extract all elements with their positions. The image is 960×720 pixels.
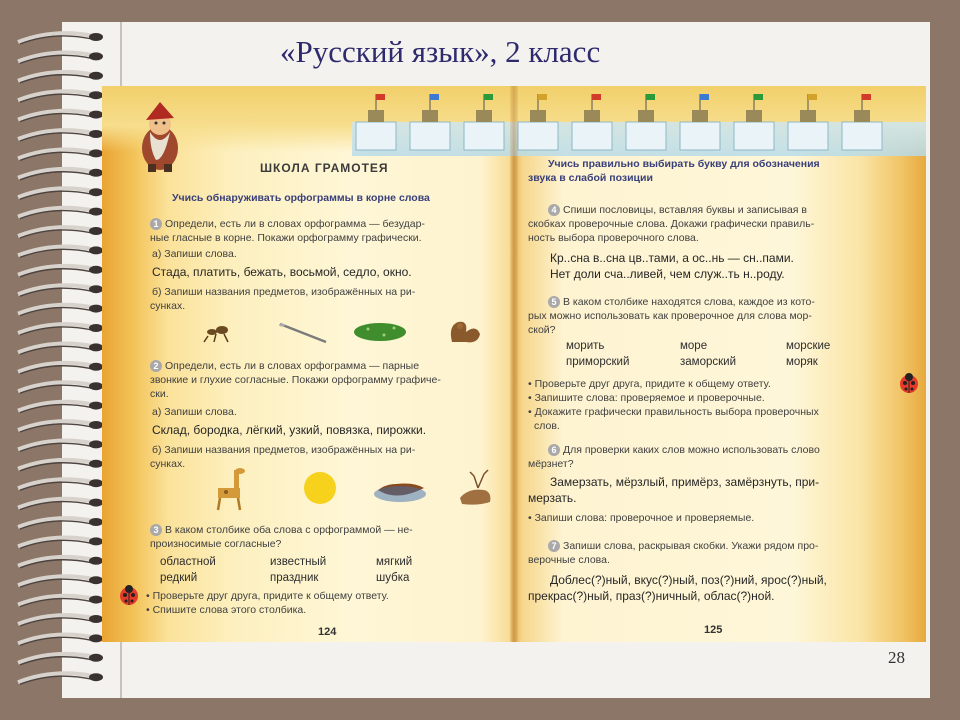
spiral-hole [89,537,103,545]
banner-card [626,122,666,150]
tower-icon [530,110,546,122]
slide-number: 28 [888,648,905,667]
task4-line3: ность выбора проверочного слова. [528,232,699,244]
flag-icon [754,94,763,100]
task3-bullet1: • Проверьте друг друга, придите к общему ответу. [146,590,389,602]
task1-words: Стада, платить, бежать, восьмой, седло, окно. [152,265,412,279]
spiral-hole [89,460,103,468]
task2-line2: звонкие и глухие согласные. Покажи орфограмму графиче- [150,374,441,386]
task5-col2-word1: море [680,340,708,352]
spiral-binding-icon [14,28,106,694]
ladybug-left-icon [118,584,140,606]
spiral-hole [89,188,103,196]
banner-card [680,122,720,150]
task3-col1-word1: областной [160,556,216,568]
flag-icon [700,94,709,100]
task3-col3-word1: мягкий [376,556,413,568]
task6-line1: 6 Для проверки каких слов можно использовать слово [548,444,820,457]
task7-words2: прекрас(?)ный, праз(?)ничный, облас(?)ной. [528,589,775,603]
task4-proverb1: Кр..сна в..сна цв..тами, а ос..нь — сн..пами. [550,251,794,265]
sun-icon [304,472,336,504]
task2-line1: 2 Определи, есть ли в словах орфограмма — парные [150,360,419,373]
task2-pictures-icon [200,468,500,512]
section-heading: ШКОЛА ГРАМОТЕЯ [260,161,389,175]
tower-icon [692,110,708,122]
task-number-badge: 3 [150,524,162,536]
banner-card [572,122,612,150]
task5-col1-word2: приморский [566,356,630,368]
task2-line3: ски. [150,388,169,400]
tower-icon [368,110,384,122]
spiral-hole [89,382,103,390]
task3-col2-word1: известный [270,556,327,568]
task5-line2: рых можно использовать как проверочное для слова мор- [528,310,812,322]
task7-line1: 7 Запиши слова, раскрывая скобки. Укажи рядом про- [548,540,818,553]
task3-col1-word2: редкий [160,572,198,584]
spiral-hole [89,479,103,487]
tower-icon [476,110,492,122]
right-subheading-line2: звука в слабой позиции [528,172,653,184]
task5-col1-word1: морить [566,340,605,352]
spiral-hole [89,634,103,642]
spiral-hole [89,324,103,332]
spiral-hole [89,285,103,293]
castle-banners-icon [350,88,926,158]
right-subheading-line1: Учись правильно выбирать букву для обозначения [548,158,820,170]
right-page-number: 125 [704,624,723,636]
spiral-hole [89,499,103,507]
spiral-hole [89,615,103,623]
task5-bullet3: • Докажите графически правильность выбора проверочных [528,406,819,418]
left-page-number: 124 [318,626,337,638]
spiral-hole [89,673,103,681]
banner-card [734,122,774,150]
task5-col3-word1: морские [786,340,831,352]
task5-line3: ской? [528,324,556,336]
task5-line1: 5 В каком столбике находятся слова, каждое из кото- [548,296,815,309]
banner-card [356,122,396,150]
task1-line2: ные гласные в корне. Покажи орфограмму графически. [150,232,422,244]
spiral-hole [89,440,103,448]
banner-card [842,122,882,150]
task3-line2: произносимые согласные? [150,538,282,550]
spiral-hole [89,421,103,429]
task4-proverb2: Нет доли сча..ливей, чем служ..ть н..роду. [550,267,785,281]
tower-icon [746,110,762,122]
flag-icon [808,94,817,100]
spiral-hole [89,343,103,351]
task7-line2: верочные слова. [528,554,610,566]
ant-icon [204,326,228,342]
task2-words: Склад, бородка, лёгкий, узкий, повязка, пирожки. [152,423,427,437]
task1-pictures-icon [190,316,490,348]
task5-bullet2: • Запишите слова: проверяемое и проверочные. [528,392,765,404]
gnome-mascot-icon [130,102,188,174]
spiral-hole [89,33,103,41]
spiral-hole [89,654,103,662]
task3-line1: 3 В каком столбике оба слова с орфограммой — не- [150,524,413,537]
tower-icon [638,110,654,122]
giraffe-icon [218,468,245,510]
task2-b1: б) Запиши названия предметов, изображённых на ри- [152,444,416,456]
spiral-hole [89,402,103,410]
task5-col3-word2: моряк [786,356,818,368]
banner-card [464,122,504,150]
task6-bullet: • Запиши слова: проверочное и проверяемые. [528,512,755,524]
spiral-hole [89,557,103,565]
task-number-badge: 4 [548,204,560,216]
task3-col3-word2: шубка [376,572,410,584]
ladybug-right-icon [898,372,920,394]
spiral-hole [89,72,103,80]
spiral-hole [89,596,103,604]
task2-b2: сунках. [150,458,186,470]
spiral-hole [89,91,103,99]
tower-icon [584,110,600,122]
flag-icon [430,94,439,100]
spiral-hole [89,305,103,313]
tower-icon [422,110,438,122]
flag-icon [592,94,601,100]
spiral-hole [89,208,103,216]
spiral-hole [89,227,103,235]
flag-icon [862,94,871,100]
task5-bullet3-cont: слов. [534,420,560,432]
spiral-hole [89,149,103,157]
squirrel-icon [451,322,480,343]
task6-words2: мерзать. [528,491,577,505]
task1-b1: б) Запиши названия предметов, изображённых на ри- [152,286,416,298]
textbook-spread [102,86,926,642]
spiral-hole [89,169,103,177]
task6-words1: Замерзать, мёрзлый, примёрз, замёрзнуть, при- [550,475,820,489]
task3-col2-word2: праздник [270,572,319,584]
task6-line2: мёрзнет? [528,458,574,470]
tower-icon [854,110,870,122]
spiral-hole [89,111,103,119]
task-number-badge: 7 [548,540,560,552]
task2-a: а) Запиши слова. [152,406,237,418]
task1-line1: 1 Определи, есть ли в словах орфограмма — безудар- [150,218,425,231]
left-subheading: Учись обнаруживать орфограммы в корне слова [172,192,430,204]
spiral-hole [89,576,103,584]
spiral-hole [89,363,103,371]
task5-col2-word2: заморский [680,356,736,368]
task-number-badge: 6 [548,444,560,456]
banner-card [410,122,450,150]
task-number-badge: 5 [548,296,560,308]
task1-a: а) Запиши слова. [152,248,237,260]
needle-icon [279,324,326,343]
flag-icon [646,94,655,100]
spiral-hole [89,52,103,60]
task1-b2: сунках. [150,300,186,312]
task4-line1: 4 Спиши пословицы, вставляя буквы и записывая в [548,204,807,217]
flag-icon [484,94,493,100]
deer-icon [460,470,490,505]
task5-bullet1: • Проверьте друг друга, придите к общему ответу. [528,378,771,390]
flag-icon [538,94,547,100]
task-number-badge: 2 [150,360,162,372]
task7-words1: Доблес(?)ный, вкус(?)ный, поз(?)ний, ярос(?)ный, [550,573,827,587]
tower-icon [800,110,816,122]
spiral-hole [89,130,103,138]
slide-title: «Русский язык», 2 класс [280,34,601,69]
banner-card [518,122,558,150]
book-spine [510,86,518,642]
banner-card [788,122,828,150]
spiral-hole [89,518,103,526]
cucumber-icon [354,323,406,341]
task-number-badge: 1 [150,218,162,230]
task4-line2: скобках проверочные слова. Докажи графически правиль- [528,218,815,230]
flag-icon [376,94,385,100]
boat-icon [374,484,426,503]
task3-bullet2: • Спишите слова этого столбика. [146,604,307,616]
spiral-hole [89,246,103,254]
spiral-hole [89,266,103,274]
